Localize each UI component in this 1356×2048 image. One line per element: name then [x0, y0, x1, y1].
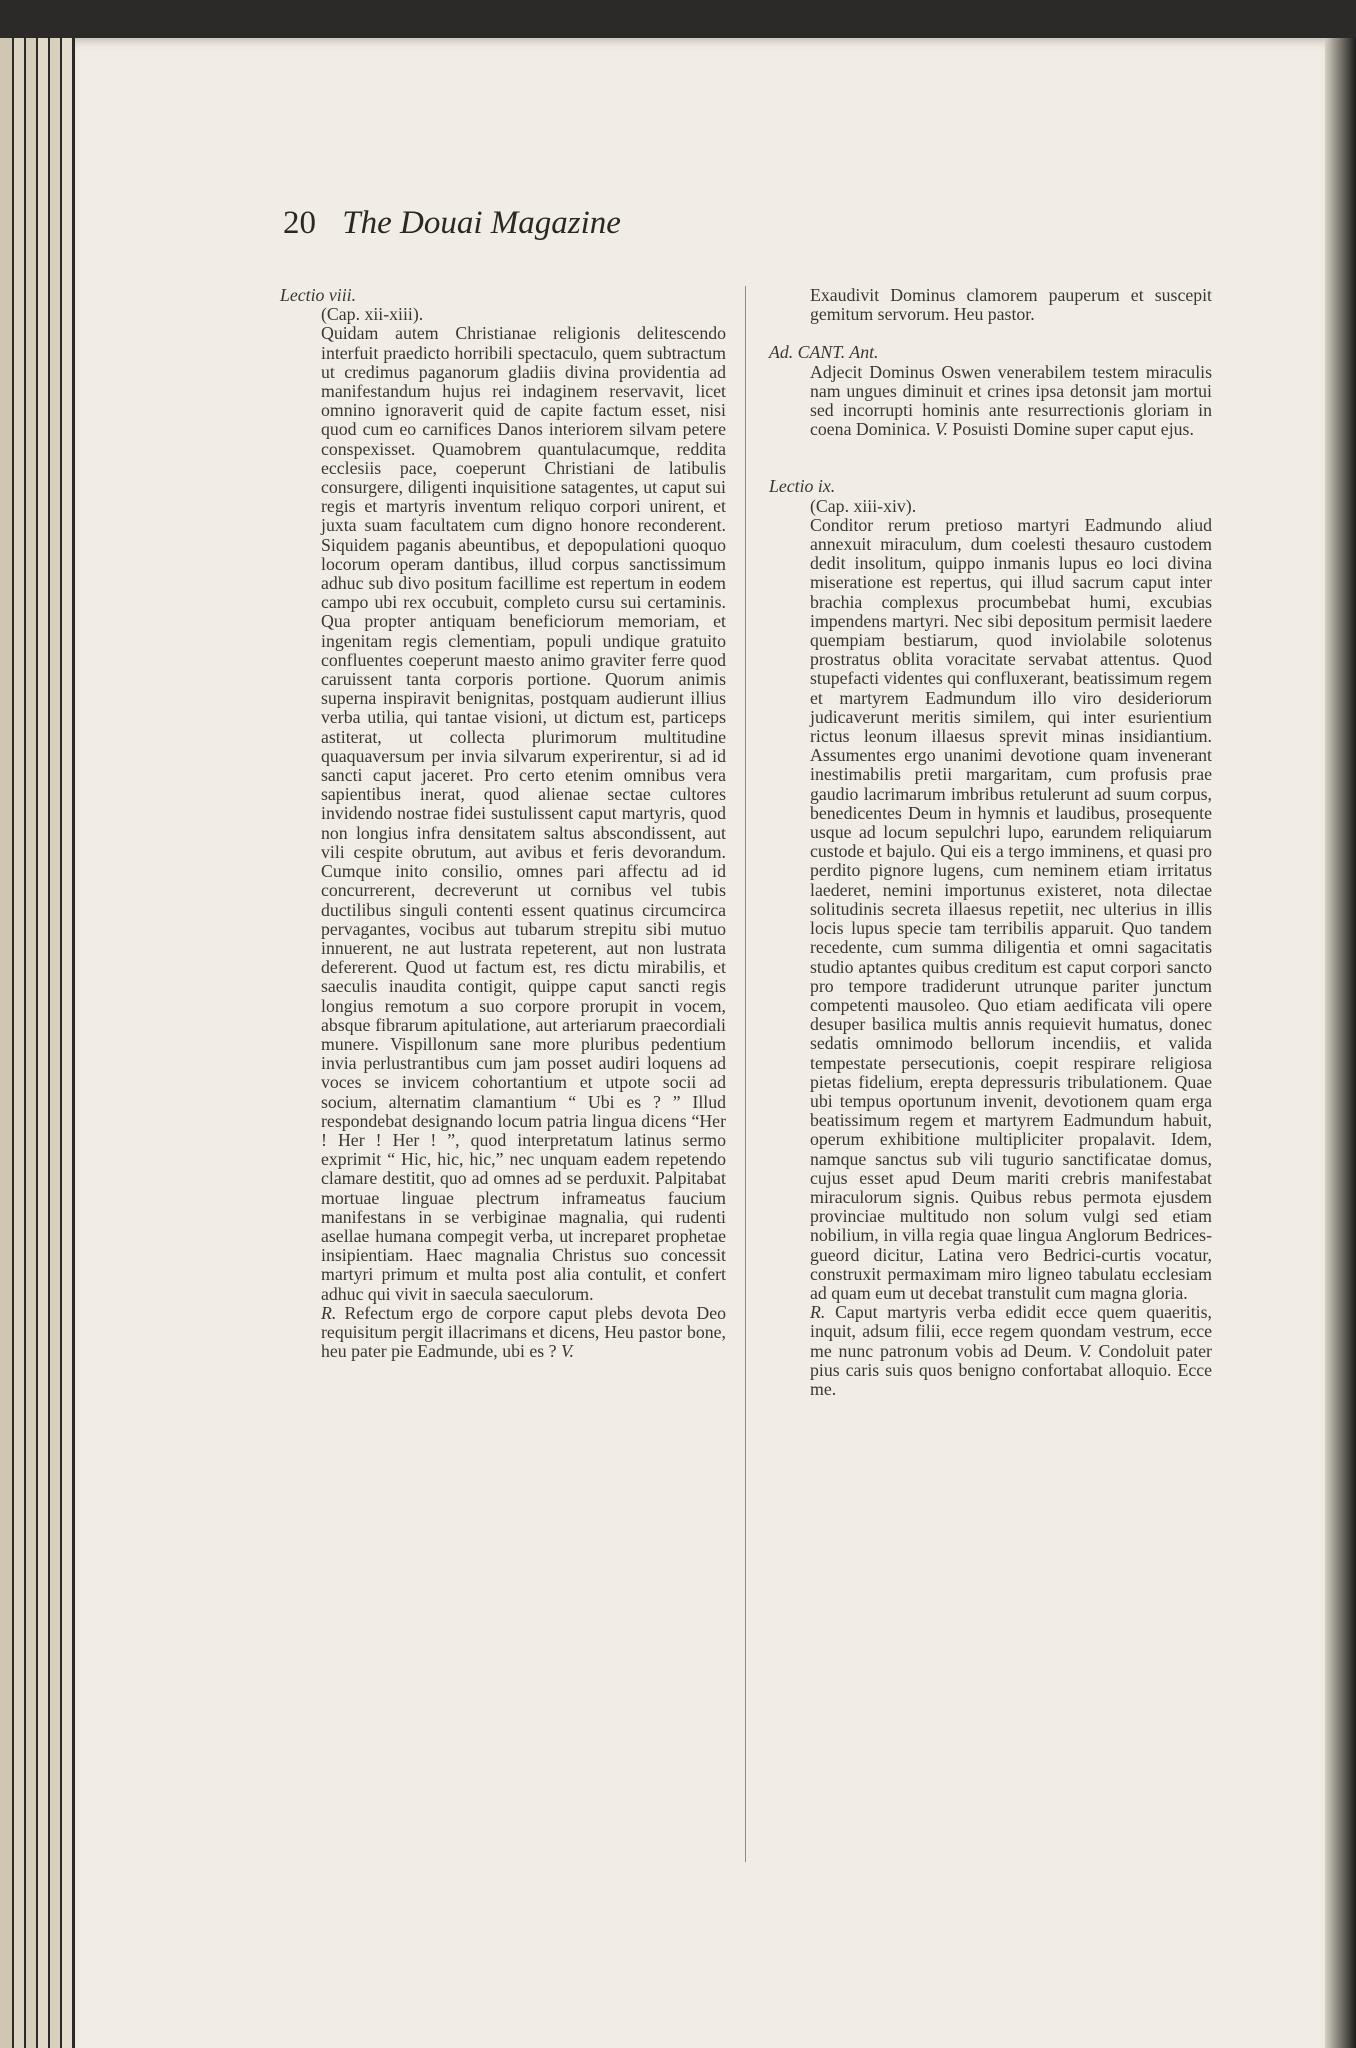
lectio-ix-body: Conditor rerum pretioso martyri Eadmundo aliud annexuit miraculum, dum coelesti thesauro custodem dedit insolitum, quippo inmanis lupus eo loci divina miseratione est repertus, qui illud sacrum caput inter brachia complexus procumbebat humi, excubias impendens martyri. Nec sibi depositum permisit laedere quempiam bestiarum, quod inviolabile solotenus prostratus oblita voracitate servabat attentus. Quod stupefacti videntes qui confluxerant, beatissimum regem et martyrem Eadmundum illo viro desideriorum judicaverunt meritis similem, qui inter esurientium rictus leonum illaesus sprevit minas insidiantium. Assumentes ergo unanimi devotione quam invenerant inestimabilis pretii margaritam, cum profusis prae gaudio lacrimarum imbribus retulerunt ad suum corpus, benedicentes Deum in hymnis et laudibus, prosequente usque ad locum sepulchri lupo, earundem reliquiarum custode et bajulo. Qui eis a tergo imminens, et quasi pro perdito pignore lugens, cum neminem etiam irritatus laederet, nemini importunus existeret, nota dilectae solitudinis secreta illaesus repetiit, nec ulterius in illis locis lupus specie tam terribilis apparuit. Quo tandem recedente, cum summa diligentia et omni sagacitatis studio aptantes quibus creditum est caput corpori sancto pro tempore tradiderunt utrunque pariter junctum competenti mausoleo. Quo etiam aedificata vili opere desuper basilica multis annis requievit humatus, donec sedatis omnimodo bellorum incendiis, et valida tempestate persecutionis, coepit respirare religiosa pietas fidelium, erepta depressuris tribulationem. Quae ubi tempus oportunum invenit, devotionem quam erga beatissimum regem et martyrem Eadmundum habuit, operum exhibitione multipliciter propalavit. Idem, namque sanctus sub vili tugurio sanctificatae domus, cujus esset apud Deum mariti crebris manifestabat miraculorum signis. Quibus rebus permota ejusdem provinciae multitudo non solum vulgi sed etiam nobilium, in villa regia quae lingua Anglorum Bedrices-gueord dicitur, Latina vero Bedrici-curtis vocatur, construxit permaximam miro ligneo tabulatu ecclesiam ad quam eum ut decebat transtulit cum magna gloria. — [810, 514, 1212, 1303]
versicle-continuation: Exaudivit Dominus clamorem pauperum et suscepit gemitum servorum. Heu pastor. — [810, 285, 1212, 325]
lectio-ix-chapter: (Cap. xiii-xiv). — [810, 495, 917, 516]
versicle-text: Condoluit pater pius caris suis quos benigno confortabat alloquio. Ecce me. — [810, 1340, 1212, 1399]
right-column — [769, 286, 1212, 1399]
responsory-text: Refectum ergo de corpore caput plebs devota Deo requisitum pergit illacrimans et dicens, Heu pastor bone, heu pater pie Eadmunde, ubi es ? — [321, 1302, 727, 1362]
page-edge — [0, 38, 12, 2048]
antiphon-text: Adjecit Dominus Oswen venerabilem testem miraculis nam ungues diminuit et crines ipsa detonsit jam mortui sed incorrupti hominis ante resurrectionis gloriam in coena Dominica. — [810, 361, 1212, 440]
column-divider — [745, 286, 746, 1862]
responsory-mark: R. — [321, 1302, 337, 1323]
antiphon-versicle: Posuisti Domine super caput ejus. — [952, 419, 1194, 440]
lectio-viii-responsory — [280, 1304, 726, 1362]
versicle-mark: V. — [934, 419, 948, 440]
lectio-viii-chapter: (Cap. xii-xiii). — [321, 304, 424, 325]
spacer — [769, 439, 1212, 458]
spacer — [769, 458, 1212, 477]
versicle-mark: V. — [1078, 1340, 1092, 1361]
antiphon — [769, 363, 1212, 440]
page-edge — [38, 38, 48, 2048]
responsory-text: Caput martyris verba edidit ecce quem quaeritis, inquit, adsum filii, ecce regem quondam vestrum, ecce me nunc patronum vobis ad Deum. — [810, 1302, 1212, 1361]
lectio-ix-responsory — [769, 1303, 1212, 1399]
page-edge — [50, 38, 60, 2048]
spacer — [769, 324, 1212, 343]
page-edge — [62, 38, 72, 2048]
running-header — [283, 205, 621, 242]
responsory-mark: R. — [810, 1302, 826, 1323]
magazine-title: The Douai Magazine — [342, 205, 621, 241]
versicle-mark: V. — [560, 1341, 574, 1362]
lectio-ix-heading: Lectio ix. — [769, 476, 836, 497]
page-gutter-shadow — [1325, 38, 1356, 2048]
page-edge — [26, 38, 36, 2048]
page-number: 20 — [283, 205, 316, 241]
left-column — [280, 286, 726, 1361]
page-edge — [14, 38, 24, 2048]
lectio-viii-heading: Lectio viii. — [280, 285, 357, 305]
ad-cant-heading: Ad. CANT. Ant. — [769, 342, 879, 363]
lectio-viii-body: Quidam autem Christianae religionis delitescendo interfuit praedicto horribili spectaculo, quem subtractum ut credimus paganorum gladiis divina providentia ad manifestandum hujus rei indaginem reservavit, licet omnino ignoraverit quid de capite factum esset, nisi quod cum eo carnifices Danos interiorem silvam petere conspexisset. Quamobrem quantulacumque, reddita ecclesiis pace, coeperunt Christiani de latibulis consurgere, diligenti inquisitione satagentes, ut caput sui regis et martyris inventum reliquo corpori unirent, et juxta suam facultatem cum digno honore reconderent. Siquidem paganis abeuntibus, et depopulationi quoquo locorum operam dantibus, illud corpus sanctissimum adhuc sub divo positum facillime est repertum in eodem campo ubi rex occubuit, completo cursu sui certaminis. Qua propter antiquam beneficiorum memoriam, et ingenitam regis clementiam, populi undique gratuito confluentes coeperunt maesto animo graviter ferre quod caruissent tanta corporis portione. Quorum animis superna inspiravit benignitas, postquam audierunt illius verba utilia, qui tantae visioni, ut dictum est, particeps astiterat, ut collecta plurimorum multitudine quaquaversum per invia silvarum experirentur, si ad id sancti caput jaceret. Pro certo etenim omnibus vera sapientibus inerat, quod alienae sectae cultores invidendo nostrae fidei sustulissent caput martyris, quod non longius infra densitatem saltus abscondissent, aut vili cespite obrutum, aut avibus et feris devorandum. Cumque inito consilio, omnes pari affectu ad id concurrerent, decreverunt ut cornibus vel tubis ductilibus singuli contenti essent quatinus circumcirca pervagantes, vocibus aut tubarum strepitu sibi mutuo innuerent, ne aut lustrata repeterent, aut non lustrata defererent. Quod ut factum est, res dictu mirabilis, et saeculis inaudita contigit, quippe caput sancti regis longius remotum a suo corpore prorupit in vocem, absque fibrarum apitulatione, aut arteriarum praecordiali munere. Vispillonum sane more pluribus pedentium invia perlustrantibus cum jam posset audiri loquens ad voces se invicem cohortantium et utpote socii ad socium, alternatim clamantium “ Ubi es ? ” Illud respondebat designando locum patria lingua dicens “Her ! Her ! Her ! ”, quod interpretatum latinus sermo exprimit “ Hic, hic, hic,” nec unquam eadem repetendo clamare destitit, quo ad omnes ad se perduxit. Palpitabat mortuae linguae plectrum inframeatus faucium manifestans in se verbiginae magnalia, qui rudenti asellae humana compegit verba, ut increparet prophetae insipientiam. Haec magnalia Christus suo concessit martyri primum et multa post alia contulit, et confert adhuc qui vivit in saecula saeculorum. — [321, 323, 726, 1304]
